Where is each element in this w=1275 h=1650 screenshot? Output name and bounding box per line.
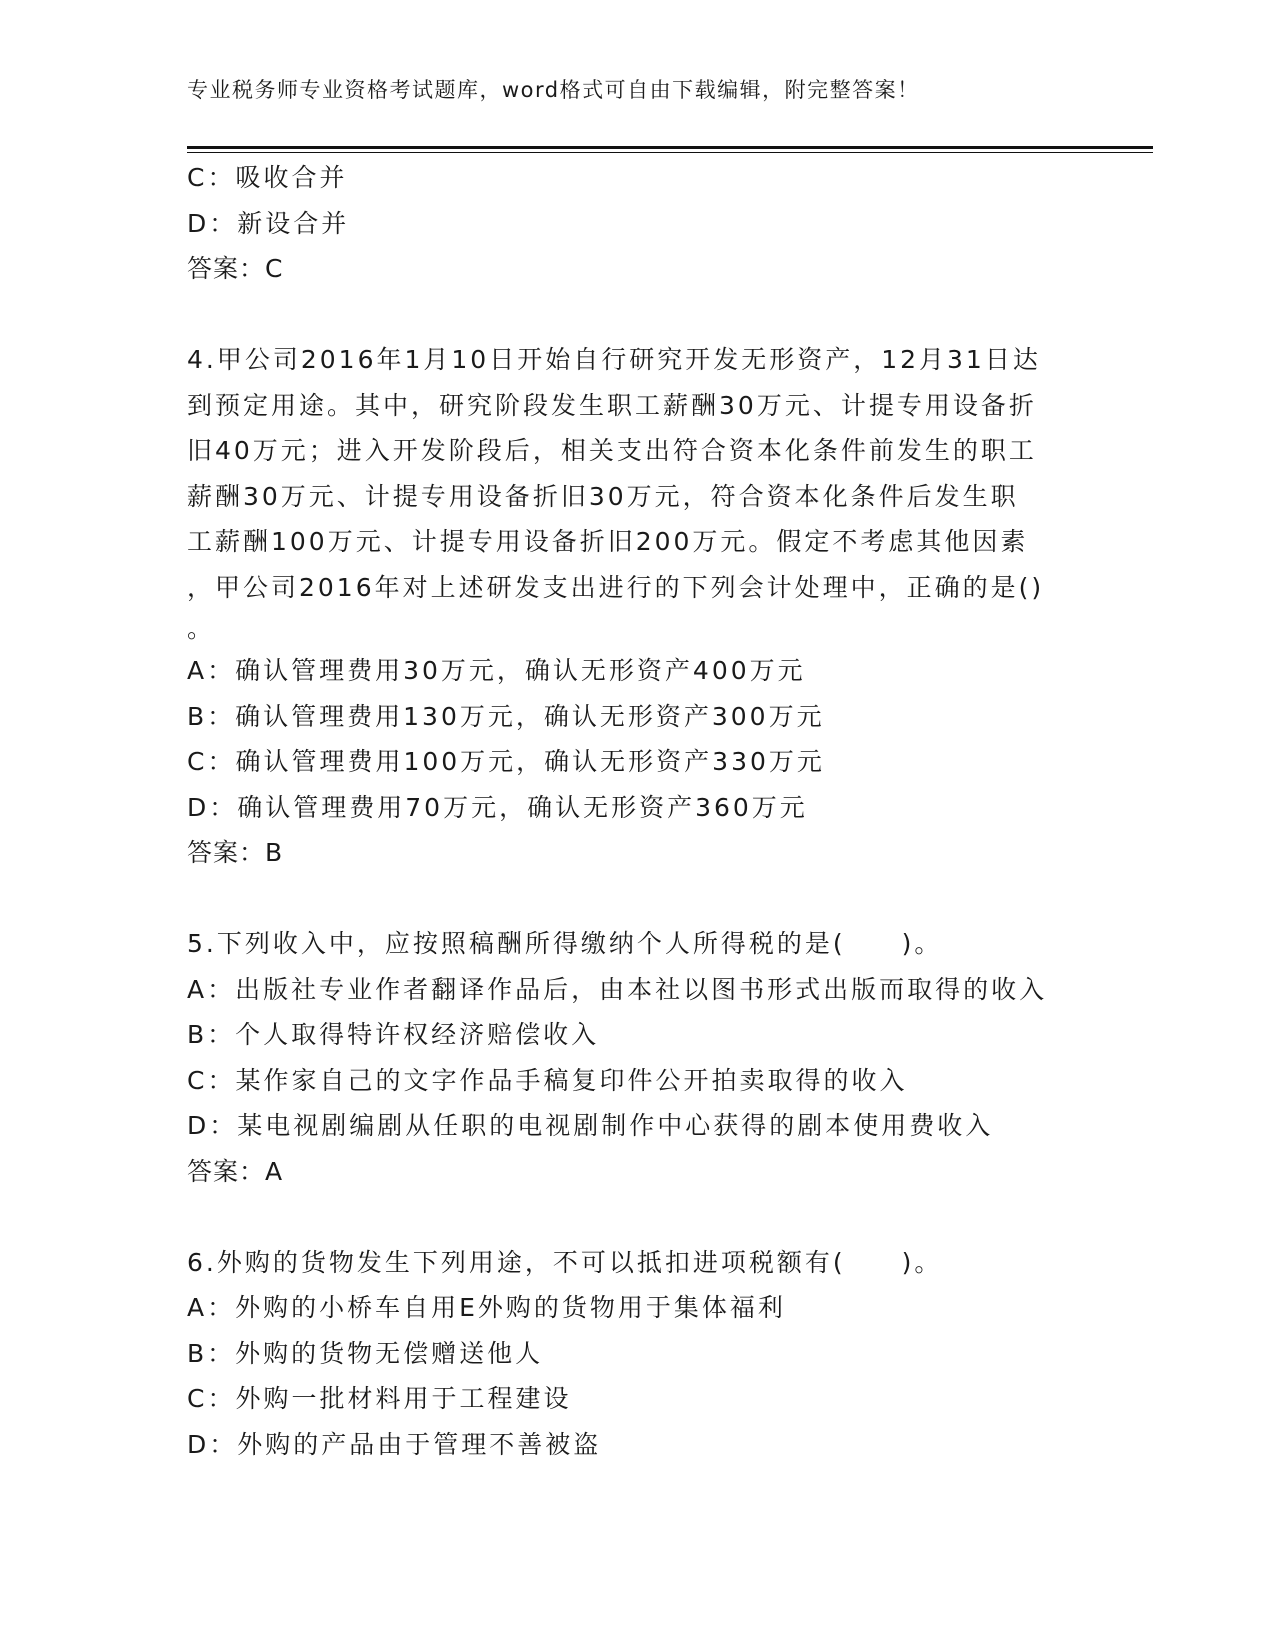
spacer	[187, 1194, 1087, 1240]
option-c: C：外购一批材料用于工程建设	[187, 1384, 572, 1413]
question-stem-line: 到预定用途。其中，研究阶段发生职工薪酬30万元、计提专用设备折	[187, 390, 1037, 420]
option-d: D：确认管理费用70万元，确认无形资产360万元	[187, 792, 808, 822]
question-stem-line: 。	[187, 614, 216, 643]
question-6	[187, 1240, 1087, 1468]
option-c: C：某作家自己的文字作品手稿复印件公开拍卖取得的收入	[187, 1065, 908, 1095]
question-stem: 6.外购的货物发生下列用途，不可以抵扣进项税额有( )。	[187, 1247, 943, 1277]
option-d: D：某电视剧编剧从任职的电视剧制作中心获得的剧本使用费收入	[187, 1111, 994, 1140]
question-stem-line: 旧40万元；进入开发阶段后，相关支出符合资本化条件前发生的职工	[187, 436, 1037, 465]
option-a: A：出版社专业作者翻译作品后，由本社以图书形式出版而取得的收入	[187, 974, 1048, 1004]
option-a: A：外购的小桥车自用E外购的货物用于集体福利	[187, 1293, 786, 1322]
option-d: D：外购的产品由于管理不善被盗	[187, 1429, 602, 1459]
question-stem: 5.下列收入中，应按照稿酬所得缴纳个人所得税的是( )。	[187, 929, 943, 958]
header-rule-thin	[187, 152, 1153, 153]
spacer	[187, 292, 1087, 338]
option-b: B：个人取得特许权经济赔偿收入	[187, 1020, 600, 1049]
option-c: C：确认管理费用100万元，确认无形资产330万元	[187, 747, 825, 776]
header-rule-thick	[187, 146, 1153, 149]
option-b: B：外购的货物无偿赠送他人	[187, 1338, 544, 1368]
option-d: D：新设合并	[187, 208, 350, 238]
option-a: A：确认管理费用30万元，确认无形资产400万元	[187, 656, 806, 685]
question-3	[187, 155, 1087, 292]
answer: 答案：A	[187, 1156, 284, 1186]
answer: 答案：C	[187, 254, 284, 283]
question-stem-line: 薪酬30万元、计提专用设备折旧30万元，符合资本化条件后发生职	[187, 481, 1019, 511]
question-stem-line: 4.甲公司2016年1月10日开始自行研究开发无形资产，12月31日达	[187, 345, 1041, 374]
option-b: B：确认管理费用130万元，确认无形资产300万元	[187, 701, 825, 731]
answer: 答案：B	[187, 838, 284, 867]
page-header: 专业税务师专业资格考试题库，word格式可自由下载编辑，附完整答案！	[187, 78, 920, 102]
question-stem-line: 工薪酬100万元、计提专用设备折旧200万元。假定不考虑其他因素	[187, 527, 1029, 556]
question-5	[187, 921, 1087, 1194]
option-c: C：吸收合并	[187, 163, 348, 192]
spacer	[187, 876, 1087, 922]
question-list	[187, 155, 1087, 1467]
question-4	[187, 337, 1087, 876]
question-stem-line: ，甲公司2016年对上述研发支出进行的下列会计处理中，正确的是()	[187, 572, 1045, 602]
